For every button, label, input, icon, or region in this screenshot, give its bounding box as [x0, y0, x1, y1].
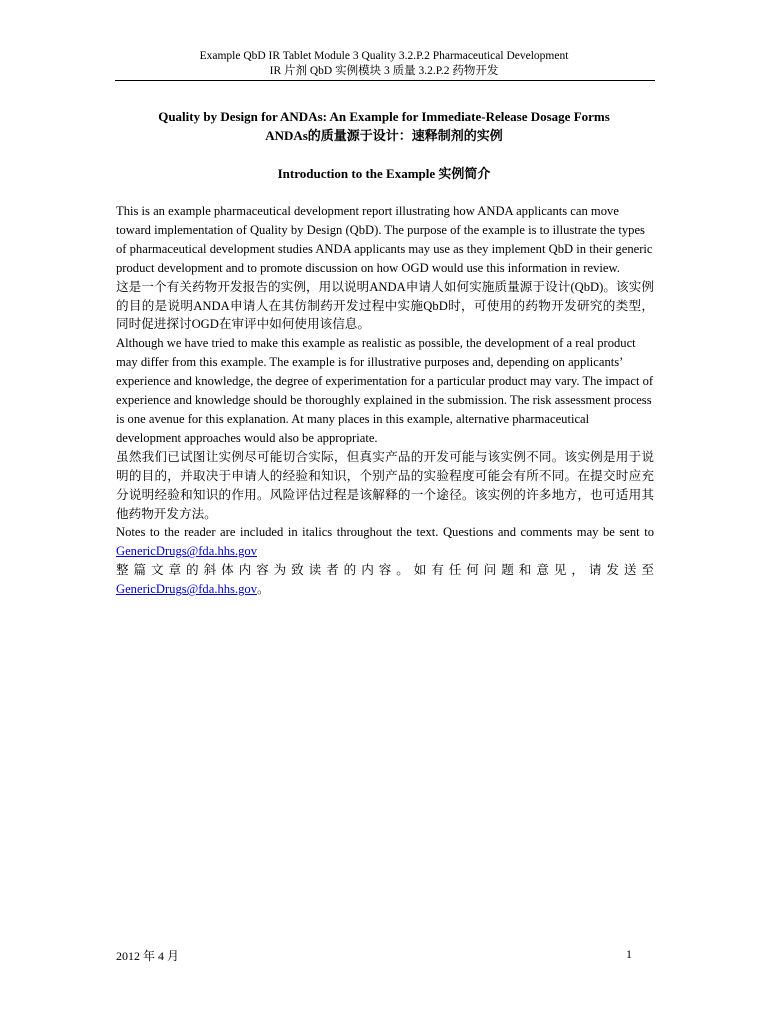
paragraph-3-chinese-suffix: 。: [257, 582, 270, 597]
paragraph-3-english: [116, 523, 654, 561]
paragraph-2-english: Although we have tried to make this example as realistic as possible, the development of a real product may differ from this example. The example is for illustrative purposes and, depending on applicants’ experience and knowledge, the degree of experimentation for a particular product may vary. The impact of experience and knowledge should be thoroughly explained in the submission. The risk assessment process is one avenue for this explanation. At many places in this example, alternative pharmaceutical development approaches would also be appropriate.: [116, 336, 654, 445]
page-number: 1: [626, 947, 632, 961]
header-line-chinese: IR 片剂 QbD 实例模块 3 质量 3.2.P.2 药物开发: [269, 65, 499, 77]
paragraph-3-chinese-line2: [116, 580, 654, 599]
header-divider: [115, 80, 655, 81]
document-title: [60, 107, 708, 145]
title-english: Quality by Design for ANDAs: An Example for Immediate-Release Dosage Forms: [158, 109, 610, 124]
section-heading: Introduction to the Example 实例简介: [277, 166, 491, 181]
running-header: [60, 49, 708, 79]
paragraph-3-chinese-line1: 整篇文章的斜体内容为致读者的内容。如有任何问题和意见，请发送至: [116, 563, 654, 578]
paragraph-1-english: This is an example pharmaceutical development report illustrating how ANDA applicants can move toward implementation of Quality by Design (QbD). The purpose of the example is to illustrate the types of pharmaceutical development studies ANDA applicants may use as they implement QbD in their generic product development and to promote discussion on how OGD would use this information in review.: [116, 204, 653, 275]
title-chinese: ANDAs的质量源于设计：速释制剂的实例: [265, 128, 503, 143]
paragraph-2-chinese: 虽然我们已试图让实例尽可能切合实际，但真实产品的开发可能与该实例不同。该实例是用于说明的目的，并取决于申请人的经验和知识，个别产品的实验程度可能会有所不同。在提交时应充分说明经验和知识的作用。风险评估过程是该解释的一个途径。该实例的许多地方，也可适用其他药物开发方法。: [116, 449, 654, 521]
body-text: [116, 202, 654, 599]
email-link-chinese[interactable]: GenericDrugs@fda.hhs.gov: [116, 582, 257, 597]
paragraph-3-english-text: Notes to the reader are included in italics throughout the text. Questions and comments may be sent to: [116, 525, 654, 540]
email-link[interactable]: GenericDrugs@fda.hhs.gov: [116, 544, 257, 559]
header-line-english: Example QbD IR Tablet Module 3 Quality 3.2.P.2 Pharmaceutical Development: [199, 50, 569, 62]
footer-date: 2012 年 4 月: [116, 949, 180, 963]
paragraph-1-chinese: 这是一个有关药物开发报告的实例，用以说明ANDA申请人如何实施质量源于设计(QbD)。该实例的目的是说明ANDA申请人在其仿制药开发过程中实施QbD时，可使用的药物开发研究的类型，同时促进探讨OGD在审评中如何使用该信息。: [116, 279, 654, 332]
